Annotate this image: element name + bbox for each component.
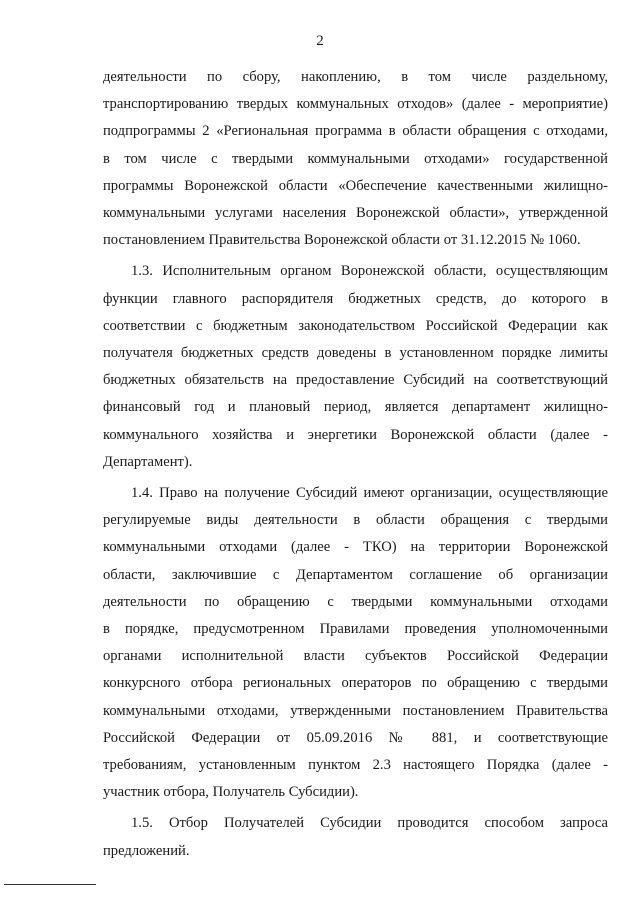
- text-line: функции главного распорядителя бюджетных средств, до которого в: [103, 290, 608, 307]
- paragraph-1-4: [103, 480, 608, 806]
- text-line: в том числе с твердыми коммунальными отходами» государственной: [103, 150, 608, 167]
- text-line: постановлением Правительства Воронежской области от 31.12.2015 № 1060.: [103, 232, 581, 249]
- text-line: Департамент).: [103, 453, 193, 470]
- text-line: коммунальными услугами населения Воронежской области», утвержденной: [103, 205, 608, 222]
- text-line: 1.5. Отбор Получателей Субсидии проводится способом запроса: [131, 815, 608, 832]
- paragraph-1-2-continuation: [103, 64, 608, 254]
- page-number: 2: [316, 33, 324, 49]
- footnote-separator: [4, 884, 96, 885]
- paragraph-1-3: [103, 258, 608, 476]
- text-line: 1.3. Исполнительным органом Воронежской области, осуществляющим: [131, 263, 608, 280]
- text-line: участник отбора, Получатель Субсидии).: [103, 784, 359, 801]
- text-line: получателя бюджетных средств доведены в установленном порядке лимиты: [103, 345, 608, 362]
- text-line: конкурсного отбора региональных операторов по обращению с твердыми: [103, 675, 608, 692]
- text-line: требованиям, установленным пунктом 2.3 настоящего Порядка (далее -: [103, 757, 608, 774]
- text-line: коммунальными отходами (далее - ТКО) на территории Воронежской: [103, 539, 608, 556]
- text-line: 1.4. Право на получение Субсидий имеют организации, осуществляющие: [131, 485, 608, 502]
- text-line: коммунальными отходами, утвержденными постановлением Правительства: [103, 702, 608, 719]
- text-line: Российской Федерации от 05.09.2016 № 881, и соответствующие: [103, 729, 608, 746]
- text-line: деятельности по сбору, накоплению, в том числе раздельному,: [103, 69, 608, 85]
- text-line: коммунального хозяйства и энергетики Воронежской области (далее -: [103, 426, 608, 443]
- text-line: предложений.: [103, 842, 190, 859]
- text-line: программы Воронежской области «Обеспечение качественными жилищно-: [103, 177, 608, 194]
- paragraph-1-5: [103, 810, 608, 864]
- text-line: транспортированию твердых коммунальных отходов» (далее - мероприятие): [103, 96, 608, 113]
- document-body: [103, 64, 608, 865]
- text-line: соответствии с бюджетным законодательством Российской Федерации как: [103, 317, 608, 334]
- text-line: органами исполнительной власти субъектов Российской Федерации: [103, 648, 608, 665]
- text-line: деятельности по обращению с твердыми коммунальными отходами: [103, 593, 608, 610]
- text-line: бюджетных обязательств на предоставление Субсидий на соответствующий: [103, 372, 608, 389]
- text-line: финансовый год и плановый период, является департамент жилищно-: [103, 399, 608, 416]
- text-line: в порядке, предусмотренном Правилами проведения уполномоченными: [103, 621, 608, 638]
- text-line: подпрограммы 2 «Региональная программа в области обращения с отходами,: [103, 123, 608, 140]
- text-line: регулируемые виды деятельности в области обращения с твердыми: [103, 512, 608, 529]
- text-line: области, заключившие с Департаментом соглашение об организации: [103, 566, 608, 583]
